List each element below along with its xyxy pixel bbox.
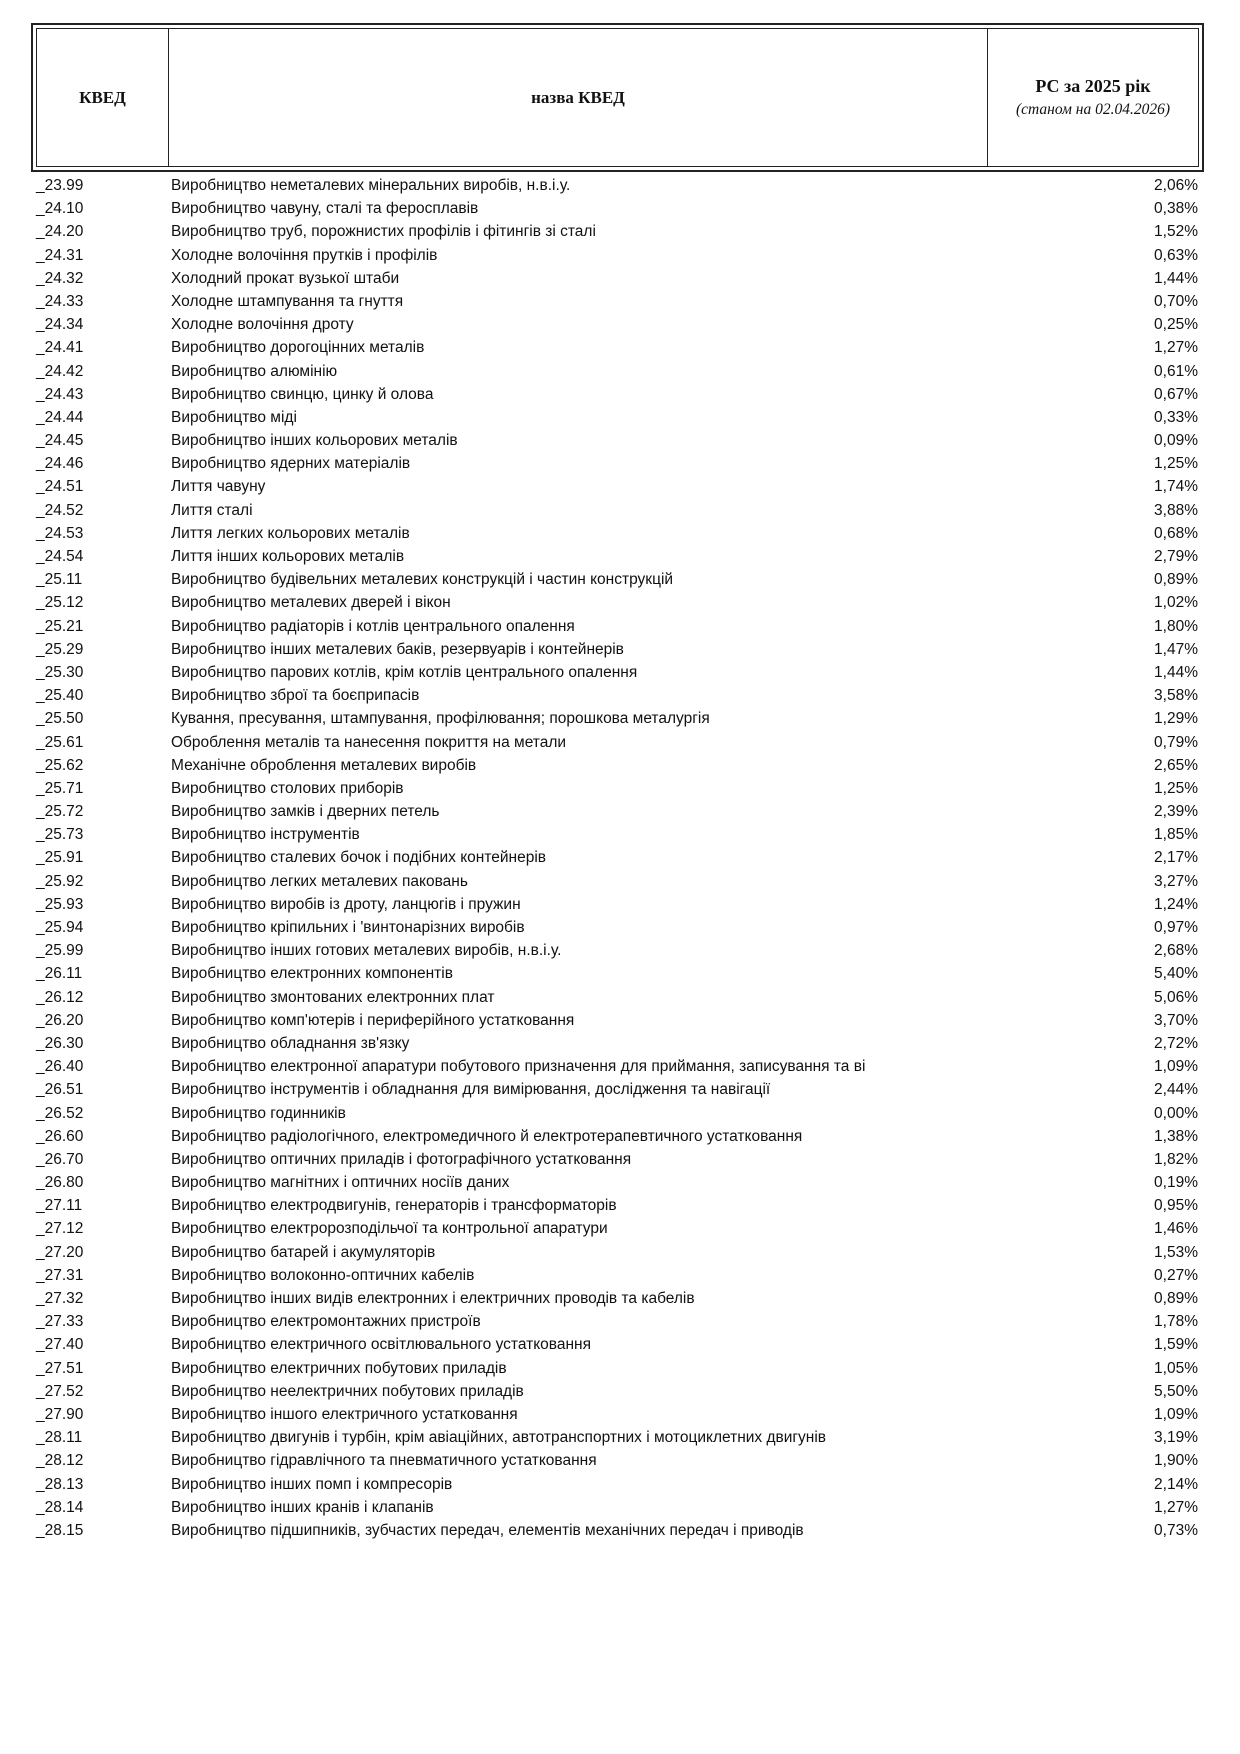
- row-name: Виробництво виробів із дроту, ланцюгів і пружин: [171, 895, 521, 913]
- row-value: 3,19%: [1154, 1429, 1198, 1447]
- row-code: _24.54: [36, 548, 84, 565]
- row-code: _24.45: [36, 432, 84, 450]
- table-row: [0, 244, 1240, 267]
- row-name: Виробництво алюмінію: [171, 362, 338, 380]
- row-value: 2,39%: [1154, 803, 1198, 821]
- row-value: 2,06%: [1154, 177, 1198, 194]
- row-value: 0,25%: [1154, 316, 1198, 334]
- table-row: [0, 452, 1240, 475]
- row-code: _27.32: [36, 1290, 84, 1307]
- table-row: [0, 336, 1240, 359]
- row-name: Виробництво обладнання зв'язку: [171, 1034, 410, 1052]
- row-code: _27.20: [36, 1243, 84, 1261]
- row-name: Виробництво будівельних металевих конструкцій і частин конструкцій: [171, 571, 674, 589]
- row-value: 1,46%: [1154, 1220, 1198, 1238]
- row-code: _28.14: [36, 1498, 84, 1516]
- row-value: 0,89%: [1154, 571, 1198, 589]
- row-code: _28.11: [36, 1429, 83, 1447]
- table-row: [0, 638, 1240, 661]
- row-name: Холодне штампування та гнуття: [171, 292, 404, 310]
- row-value: 2,14%: [1154, 1475, 1198, 1493]
- row-name: Механічне оброблення металевих виробів: [171, 756, 477, 774]
- row-name: Лиття інших кольорових металів: [171, 548, 405, 565]
- row-value: 1,25%: [1154, 779, 1198, 797]
- table-row: [0, 1194, 1240, 1217]
- row-name: Кування, пресування, штампування, профілювання; порошкова металургія: [171, 710, 710, 728]
- row-value: 1,25%: [1154, 455, 1198, 473]
- row-name: Виробництво парових котлів, крім котлів центрального опалення: [171, 663, 638, 681]
- table-row: [0, 267, 1240, 290]
- header-value-title: РС за 2025 рік: [1035, 76, 1151, 96]
- table-row: [0, 939, 1240, 962]
- row-name: Виробництво інших видів електронних і електричних проводів та кабелів: [171, 1290, 695, 1307]
- row-name: Виробництво ядерних матеріалів: [171, 455, 411, 473]
- row-code: _25.94: [36, 919, 84, 936]
- row-value: 1,85%: [1154, 826, 1198, 844]
- table-row: [0, 684, 1240, 707]
- table-header-inner: [36, 28, 1199, 167]
- table-row: [0, 1009, 1240, 1032]
- table-row: [0, 731, 1240, 754]
- table-row: [0, 1287, 1240, 1310]
- row-name: Виробництво металевих дверей і вікон: [171, 594, 451, 612]
- row-name: Холодне волочіння дроту: [171, 316, 354, 334]
- row-value: 1,29%: [1154, 710, 1198, 728]
- row-value: 2,79%: [1154, 548, 1198, 565]
- table-row: [0, 1426, 1240, 1449]
- table-row: [0, 1357, 1240, 1380]
- row-code: _25.29: [36, 640, 84, 658]
- table-row: [0, 1333, 1240, 1356]
- table-row: [0, 1217, 1240, 1240]
- row-name: Виробництво інструментів: [171, 826, 360, 844]
- table-row: [0, 846, 1240, 869]
- row-value: 1,78%: [1154, 1313, 1198, 1331]
- row-name: Виробництво гідравлічного та пневматичного устатковання: [171, 1452, 597, 1470]
- table-row: [0, 1264, 1240, 1287]
- row-code: _26.52: [36, 1104, 84, 1122]
- row-name: Виробництво радіаторів і котлів центрального опалення: [171, 617, 575, 635]
- row-name: Виробництво інших кранів і клапанів: [171, 1498, 434, 1516]
- row-name: Виробництво кріпильних і 'винтонарізних виробів: [171, 919, 525, 936]
- row-value: 0,97%: [1154, 919, 1198, 936]
- row-name: Холодне волочіння прутків і профілів: [171, 246, 438, 264]
- table-row: [0, 1310, 1240, 1333]
- row-code: _26.80: [36, 1174, 84, 1192]
- table-row: [0, 1102, 1240, 1125]
- table-row: [0, 1032, 1240, 1055]
- row-name: Виробництво міді: [171, 408, 297, 426]
- row-value: 0,61%: [1154, 362, 1198, 380]
- row-value: 3,70%: [1154, 1011, 1198, 1029]
- row-code: _24.53: [36, 524, 84, 542]
- table-row: [0, 475, 1240, 498]
- table-row: [0, 1055, 1240, 1078]
- row-code: _26.30: [36, 1034, 84, 1052]
- row-code: _26.70: [36, 1150, 84, 1168]
- row-name: Виробництво легких металевих паковань: [171, 872, 468, 890]
- row-code: _25.61: [36, 733, 84, 751]
- row-name: Виробництво магнітних і оптичних носіїв даних: [171, 1174, 510, 1192]
- row-value: 0,09%: [1154, 432, 1198, 450]
- row-code: _27.31: [36, 1266, 84, 1284]
- table-row: [0, 545, 1240, 568]
- table-row: [0, 313, 1240, 336]
- table-row: [0, 220, 1240, 243]
- table-row: [0, 1403, 1240, 1426]
- table-row: [0, 777, 1240, 800]
- row-value: 1,38%: [1154, 1127, 1198, 1145]
- header-kved: [37, 29, 169, 166]
- row-code: _27.51: [36, 1359, 84, 1377]
- row-code: _24.42: [36, 362, 84, 380]
- table-row: [0, 522, 1240, 545]
- row-value: 0,33%: [1154, 408, 1198, 426]
- row-name: Виробництво електронної апаратури побутового призначення для приймання, записування та ві: [171, 1058, 866, 1076]
- row-code: _25.30: [36, 663, 84, 681]
- row-name: Виробництво дорогоцінних металів: [171, 339, 425, 357]
- row-value: 0,63%: [1154, 246, 1198, 264]
- row-value: 1,53%: [1154, 1243, 1198, 1261]
- row-value: 5,40%: [1154, 965, 1198, 983]
- row-code: _25.99: [36, 942, 84, 960]
- row-name: Виробництво інших готових металевих виробів, н.в.і.у.: [171, 942, 562, 960]
- row-value: 0,19%: [1154, 1174, 1198, 1192]
- row-code: _26.20: [36, 1011, 84, 1029]
- row-value: 2,72%: [1154, 1034, 1198, 1052]
- row-code: _27.12: [36, 1220, 84, 1238]
- row-value: 1,24%: [1154, 895, 1198, 913]
- row-code: _24.32: [36, 269, 84, 287]
- row-code: _25.91: [36, 849, 84, 867]
- row-value: 1,82%: [1154, 1150, 1198, 1168]
- row-name: Виробництво комп'ютерів і периферійного устатковання: [171, 1011, 575, 1029]
- row-name: Виробництво радіологічного, електромедичного й електротерапевтичного устатковання: [171, 1127, 803, 1145]
- row-code: _26.11: [36, 965, 83, 983]
- row-value: 1,59%: [1154, 1336, 1198, 1354]
- header-name: [169, 29, 988, 166]
- row-name: Виробництво столових приборів: [171, 779, 404, 797]
- row-code: _24.51: [36, 478, 84, 496]
- row-code: _25.72: [36, 803, 84, 821]
- row-name: Виробництво інших кольорових металів: [171, 432, 458, 450]
- row-value: 5,06%: [1154, 988, 1198, 1006]
- row-name: Виробництво інструментів і обладнання для вимірювання, дослідження та навігації: [171, 1081, 771, 1099]
- table-row: [0, 406, 1240, 429]
- row-code: _25.12: [36, 594, 84, 612]
- row-code: _24.33: [36, 292, 84, 310]
- row-code: _25.40: [36, 687, 84, 705]
- row-name: Лиття сталі: [171, 501, 253, 519]
- table-row: [0, 893, 1240, 916]
- table-body: [0, 174, 1240, 1542]
- row-name: Виробництво замків і дверних петель: [171, 803, 440, 821]
- row-value: 0,89%: [1154, 1290, 1198, 1307]
- row-code: _24.20: [36, 223, 84, 241]
- row-value: 2,44%: [1154, 1081, 1198, 1099]
- header-kved-label: КВЕД: [79, 87, 126, 107]
- row-name: Виробництво електродвигунів, генераторів і трансформаторів: [171, 1197, 617, 1215]
- row-name: Виробництво інших помп і компресорів: [171, 1475, 453, 1493]
- table-row: [0, 661, 1240, 684]
- row-code: _23.99: [36, 177, 84, 194]
- row-code: _25.50: [36, 710, 84, 728]
- table-row: [0, 174, 1240, 197]
- row-value: 1,09%: [1154, 1405, 1198, 1423]
- row-name: Холодний прокат вузької штаби: [171, 269, 400, 287]
- row-name: Виробництво електронних компонентів: [171, 965, 453, 983]
- table-row: [0, 1380, 1240, 1403]
- row-value: 0,68%: [1154, 524, 1198, 542]
- row-code: _26.12: [36, 988, 84, 1006]
- table-row: [0, 1473, 1240, 1496]
- row-value: 1,44%: [1154, 663, 1198, 681]
- row-code: _27.40: [36, 1336, 84, 1354]
- table-row: [0, 360, 1240, 383]
- table-row: [0, 800, 1240, 823]
- row-value: 1,05%: [1154, 1359, 1198, 1377]
- table-header: [31, 23, 1204, 172]
- table-row: [0, 754, 1240, 777]
- row-code: _25.92: [36, 872, 84, 890]
- row-value: 0,73%: [1154, 1521, 1198, 1539]
- row-name: Виробництво змонтованих електронних плат: [171, 988, 495, 1006]
- row-code: _24.43: [36, 385, 84, 403]
- row-name: Лиття легких кольорових металів: [171, 524, 410, 542]
- table-row: [0, 429, 1240, 452]
- table-row: [0, 1519, 1240, 1542]
- row-code: _26.40: [36, 1058, 84, 1076]
- table-row: [0, 591, 1240, 614]
- table-row: [0, 707, 1240, 730]
- row-value: 1,52%: [1154, 223, 1198, 241]
- row-name: Виробництво електророзподільчої та контрольної апаратури: [171, 1220, 608, 1238]
- row-value: 1,80%: [1154, 617, 1198, 635]
- row-value: 1,02%: [1154, 594, 1198, 612]
- row-code: _26.60: [36, 1127, 84, 1145]
- table-row: [0, 1078, 1240, 1101]
- table-row: [0, 197, 1240, 220]
- row-code: _25.62: [36, 756, 84, 774]
- row-name: Виробництво електричного освітлювального устатковання: [171, 1336, 591, 1354]
- row-name: Виробництво волоконно-оптичних кабелів: [171, 1266, 475, 1284]
- row-name: Виробництво зброї та боєприпасів: [171, 687, 420, 705]
- row-value: 1,27%: [1154, 1498, 1198, 1516]
- row-name: Виробництво оптичних приладів і фотографічного устатковання: [171, 1150, 632, 1168]
- table-row: [0, 499, 1240, 522]
- row-value: 3,27%: [1154, 872, 1198, 890]
- row-name: Виробництво свинцю, цинку й олова: [171, 385, 434, 403]
- row-code: _27.52: [36, 1382, 84, 1400]
- row-value: 2,17%: [1154, 849, 1198, 867]
- header-name-label: назва КВЕД: [531, 87, 625, 107]
- header-value: [988, 29, 1198, 166]
- row-value: 0,00%: [1154, 1104, 1198, 1122]
- row-name: Виробництво неметалевих мінеральних виробів, н.в.і.у.: [171, 177, 571, 194]
- row-value: 1,47%: [1154, 640, 1198, 658]
- row-code: _25.11: [36, 571, 83, 589]
- row-code: _25.71: [36, 779, 84, 797]
- table-row: [0, 615, 1240, 638]
- row-name: Виробництво підшипників, зубчастих передач, елементів механічних передач і приводів: [171, 1521, 804, 1539]
- row-code: _25.73: [36, 826, 84, 844]
- table-row: [0, 1496, 1240, 1519]
- row-name: Виробництво електричних побутових приладів: [171, 1359, 507, 1377]
- row-value: 2,65%: [1154, 756, 1198, 774]
- row-name: Виробництво труб, порожнистих профілів і фітингів зі сталі: [171, 223, 596, 241]
- row-code: _28.15: [36, 1521, 84, 1539]
- table-row: [0, 962, 1240, 985]
- row-value: 1,90%: [1154, 1452, 1198, 1470]
- row-value: 0,67%: [1154, 385, 1198, 403]
- table-row: [0, 568, 1240, 591]
- row-value: 3,88%: [1154, 501, 1198, 519]
- table-row: [0, 1125, 1240, 1148]
- header-value-subtitle: (станом на 02.04.2026): [1015, 101, 1171, 118]
- row-value: 0,95%: [1154, 1197, 1198, 1215]
- row-value: 1,09%: [1154, 1058, 1198, 1076]
- row-code: _28.12: [36, 1452, 84, 1470]
- table-row: [0, 1241, 1240, 1264]
- row-value: 1,27%: [1154, 339, 1198, 357]
- row-value: 1,74%: [1154, 478, 1198, 496]
- row-code: _24.41: [36, 339, 84, 357]
- row-code: _24.44: [36, 408, 84, 426]
- row-value: 3,58%: [1154, 687, 1198, 705]
- row-code: _24.31: [36, 246, 84, 264]
- row-name: Лиття чавуну: [171, 478, 266, 496]
- row-code: _27.90: [36, 1405, 84, 1423]
- row-name: Виробництво неелектричних побутових приладів: [171, 1382, 524, 1400]
- row-code: _25.21: [36, 617, 84, 635]
- row-value: 1,44%: [1154, 269, 1198, 287]
- row-code: _27.11: [36, 1197, 83, 1215]
- table-row: [0, 383, 1240, 406]
- row-name: Виробництво інших металевих баків, резервуарів і контейнерів: [171, 640, 624, 658]
- table-row: [0, 916, 1240, 939]
- row-name: Виробництво батарей і акумуляторів: [171, 1243, 436, 1261]
- row-value: 2,68%: [1154, 942, 1198, 960]
- table-row: [0, 823, 1240, 846]
- table-row: [0, 290, 1240, 313]
- table-row: [0, 870, 1240, 893]
- row-code: _24.10: [36, 200, 84, 218]
- table-row: [0, 1449, 1240, 1472]
- row-name: Виробництво чавуну, сталі та феросплавів: [171, 200, 479, 218]
- row-value: 0,79%: [1154, 733, 1198, 751]
- row-value: 0,27%: [1154, 1266, 1198, 1284]
- row-value: 5,50%: [1154, 1382, 1198, 1400]
- row-code: _28.13: [36, 1475, 84, 1493]
- row-code: _24.52: [36, 501, 84, 519]
- row-name: Виробництво сталевих бочок і подібних контейнерів: [171, 849, 547, 867]
- table-row: [0, 1148, 1240, 1171]
- row-value: 0,38%: [1154, 200, 1198, 218]
- table-row: [0, 1171, 1240, 1194]
- row-name: Оброблення металів та нанесення покриття на метали: [171, 733, 567, 751]
- row-code: _24.46: [36, 455, 84, 473]
- row-code: _26.51: [36, 1081, 84, 1099]
- row-value: 0,70%: [1154, 292, 1198, 310]
- row-code: _24.34: [36, 316, 84, 334]
- row-name: Виробництво двигунів і турбін, крім авіаційних, автотранспортних і мотоциклетних двигунів: [171, 1429, 827, 1447]
- table-row: [0, 986, 1240, 1009]
- row-name: Виробництво електромонтажних пристроїв: [171, 1313, 481, 1331]
- row-code: _27.33: [36, 1313, 84, 1331]
- row-name: Виробництво іншого електричного устатковання: [171, 1405, 518, 1423]
- row-code: _25.93: [36, 895, 84, 913]
- row-name: Виробництво годинників: [171, 1104, 346, 1122]
